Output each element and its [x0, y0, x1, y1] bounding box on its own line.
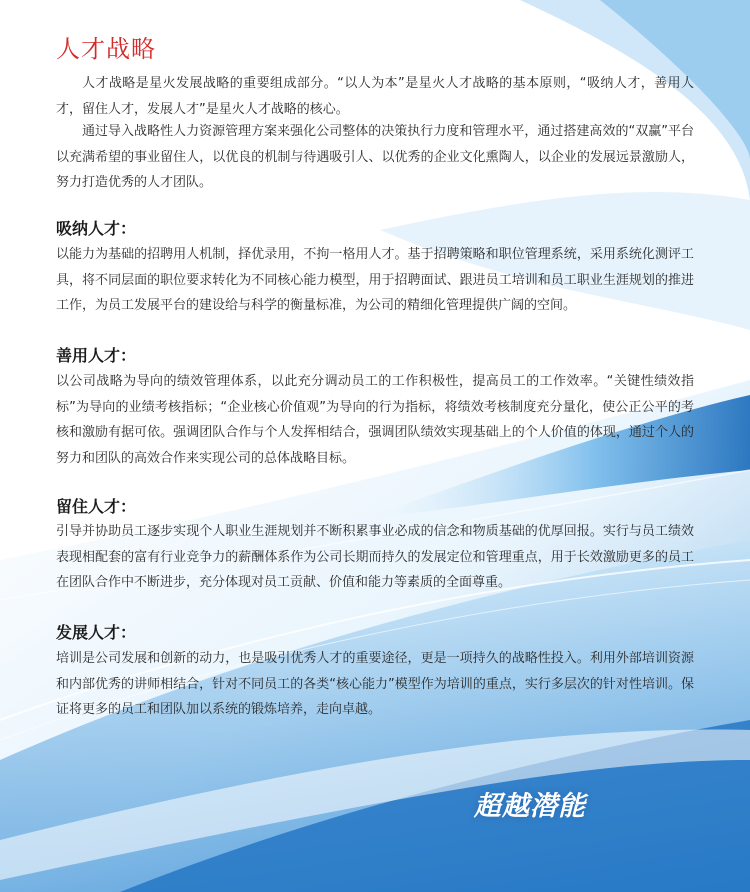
section-body-retain: 引导并协助员工逐步实现个人职业生涯规划并不断积累事业必成的信念和物质基础的优厚回报。实行与员工绩效表现相配套的富有行业竞争力的薪酬体系作为公司长期而持久的发展定位和管理重点，用于长效激励更多的员工在团队合作中不断进步，充分体现对员工贡献、价值和能力等素质的全面尊重。: [56, 524, 694, 590]
section-heading-develop: 发展人才：: [56, 623, 137, 642]
section-body-attract: 以能力为基础的招聘用人机制，择优录用，不拘一格用人才。基于招聘策略和职位管理系统，采用系统化测评工具，将不同层面的职位要求转化为不同核心能力模型，用于招聘面试、跟进员工培训和员工职业生涯规划的推进工作，为员工发展平台的建设给与科学的衡量标准，为公司的精细化管理提供广阔的空间。: [56, 247, 694, 313]
page-title: 人才战略: [56, 35, 156, 63]
section-heading-attract: 吸纳人才：: [56, 219, 137, 238]
section-heading-utilize: 善用人才：: [56, 346, 137, 365]
intro-paragraph-2: 通过导入战略性人力资源管理方案来强化公司整体的决策执行力度和管理水平，通过搭建高效的“双赢”平台以充满希望的事业留住人，以优良的机制与待遇吸引人、以优秀的企业文化熏陶人，以企业的发展远景激励人，努力打造优秀的人才团队。: [56, 124, 694, 190]
slogan-text: 超越潜能: [474, 791, 586, 822]
section-heading-retain: 留住人才：: [56, 497, 137, 516]
section-body-utilize: 以公司战略为导向的绩效管理体系，以此充分调动员工的工作积极性，提高员工的工作效率。“关键性绩效指标”为导向的业绩考核指标；“企业核心价值观”为导向的行为指标，将绩效考核制度充分量化，使公正公平的考核和激励有据可依。强调团队合作与个人发挥相结合，强调团队绩效实现基础上的个人价值的体现，通过个人的努力和团队的高效合作来实现公司的总体战略目标。: [56, 374, 694, 466]
intro-paragraph-1: 人才战略是星火发展战略的重要组成部分。“以人为本”是星火人才战略的基本原则，“吸纳人才，善用人才，留住人才，发展人才”是星火人才战略的核心。: [56, 76, 694, 117]
section-body-develop: 培训是公司发展和创新的动力，也是吸引优秀人才的重要途径，更是一项持久的战略性投入。利用外部培训资源和内部优秀的讲师相结合，针对不同员工的各类“核心能力”模型作为培训的重点，实行多层次的针对性培训。保证将更多的员工和团队加以系统的锻炼培养，走向卓越。: [56, 651, 694, 717]
